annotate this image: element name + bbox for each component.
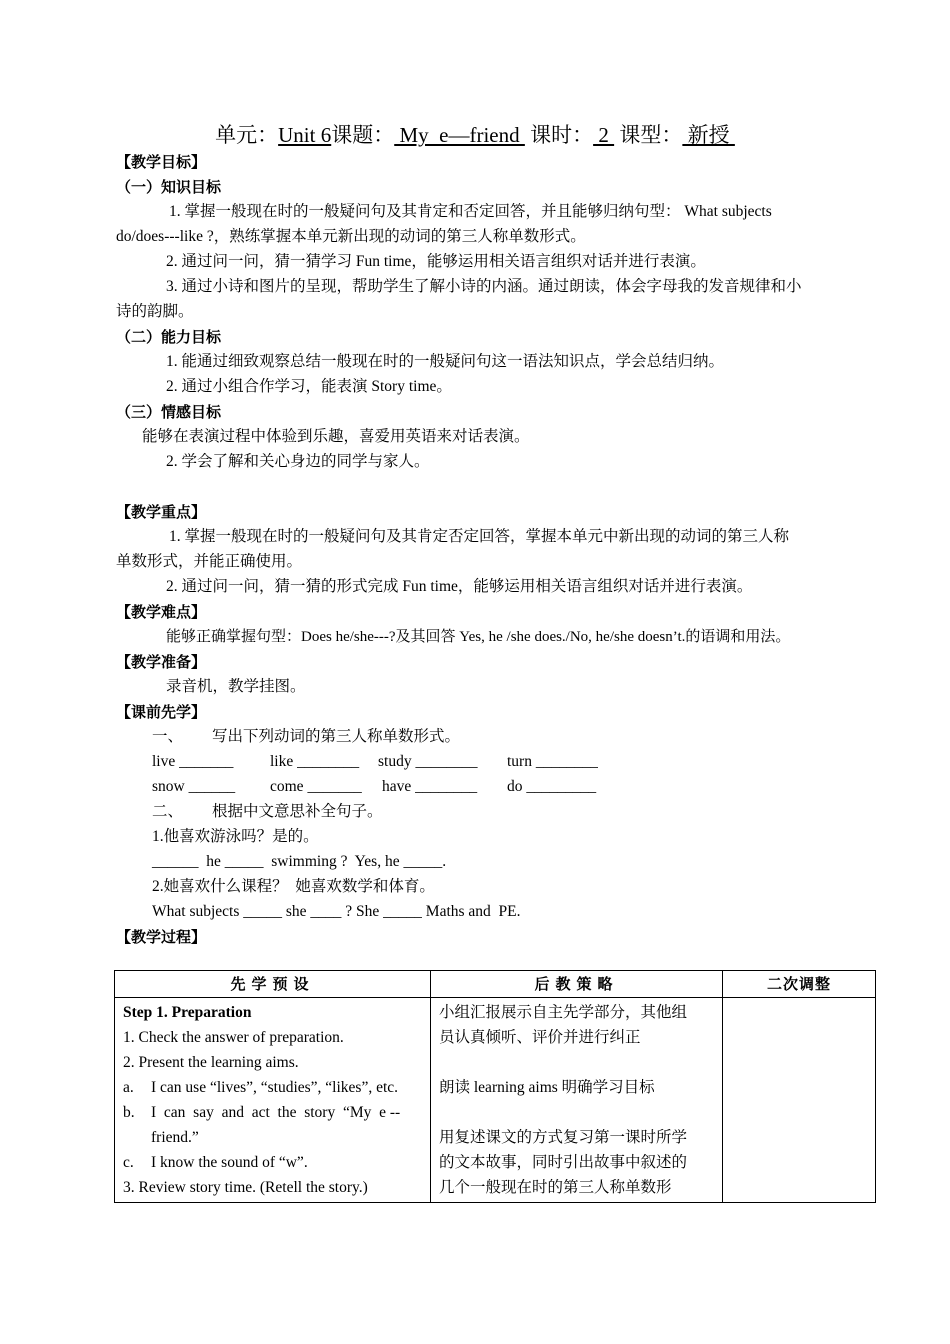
aim-tag: b.: [123, 1104, 135, 1121]
type-value: 新授: [682, 123, 735, 147]
prestudy-q2-text: 根据中文意思补全句子。: [212, 803, 383, 820]
process-heading: 【教学过程】: [116, 928, 207, 946]
sentence-2-chinese: 2.她喜欢什么课程？ 她喜欢数学和体育。: [152, 878, 435, 895]
ability-item-2: 2. 通过小组合作学习，能表演 Story time。: [166, 378, 452, 395]
column-header-prestudy: 先学预设: [115, 971, 431, 998]
key-point-2: 2. 通过问一问，猜一猜的形式完成 Fun time，能够运用相关语言组织对话并进行表演。: [166, 578, 753, 595]
difficulty-item: 能够正确掌握句型：Does he/she---?及其回答 Yes, he /she does./No, he/she doesn’t.的语调和用法。: [166, 629, 791, 645]
ability-heading: （二）能力目标: [116, 328, 222, 346]
verb-blank: come _______: [270, 778, 362, 795]
aim-text: I know the sound of “w”.: [151, 1154, 308, 1171]
topic-label: 课题：: [331, 123, 395, 147]
knowledge-item-3a: 3. 通过小诗和图片的呈现，帮助学生了解小诗的内涵。通过朗读，体会字母我的发音规律和小: [166, 278, 802, 295]
strategy-line: 朗读 learning aims 明确学习目标: [439, 1079, 655, 1096]
strategy-line: 用复述课文的方式复习第一课时所学: [439, 1129, 688, 1146]
table-header-row: [115, 971, 876, 998]
step-line: 3. Review story time. (Retell the story.): [123, 1179, 368, 1196]
strategy-line: 几个一般现在时的第三人称单数形: [439, 1179, 672, 1196]
key-points-heading: 【教学重点】: [116, 503, 207, 521]
verb-blank: do _________: [507, 778, 597, 795]
sentence-1-chinese: 1.他喜欢游泳吗？是的。: [152, 828, 319, 845]
strategy-line: 小组汇报展示自主先学部分，其他组: [439, 1004, 688, 1021]
strategy-spacer: [439, 1100, 714, 1125]
verb-blank: like ________: [270, 753, 360, 770]
ability-item-1: 1. 能通过细致观察总结一般现在时的一般疑问句这一语法知识点，学会总结归纳。: [166, 353, 725, 370]
prestudy-heading: 【课前先学】: [116, 703, 207, 721]
verb-blank: study ________: [378, 753, 478, 770]
period-value: 2: [593, 123, 615, 147]
aim-text: I can use “lives”, “studies”, “likes”, etc.: [151, 1079, 399, 1096]
column-header-adjustment: 二次调整: [723, 971, 876, 998]
step-line: 1. Check the answer of preparation.: [123, 1029, 344, 1046]
difficulties-heading: 【教学难点】: [116, 603, 207, 621]
aim-tag: a.: [123, 1079, 134, 1096]
unit-label: 单元：: [215, 123, 279, 147]
objectives-heading: 【教学目标】: [116, 153, 207, 171]
aim-tag: c.: [123, 1154, 134, 1171]
strategy-spacer: [439, 1050, 714, 1075]
strategy-line: 员认真倾听、评价并进行纠正: [439, 1029, 641, 1046]
period-label: 课时：: [530, 123, 594, 147]
adjustment-cell: [723, 998, 876, 1203]
unit-value: Unit 6: [278, 123, 332, 147]
aim-item-a: [123, 1075, 422, 1100]
knowledge-heading: （一）知识目标: [116, 178, 222, 196]
prestudy-q1-number: 一、: [152, 728, 184, 745]
strategy-line: 的文本故事，同时引出故事中叙述的: [439, 1154, 688, 1171]
type-label: 课型：: [619, 123, 683, 147]
sentence-2-english: What subjects _____ she ____ ? She _____ Maths and PE.: [152, 903, 521, 920]
knowledge-item-3b: 诗的韵脚。: [116, 303, 194, 320]
aim-item-c: [123, 1150, 422, 1175]
aim-item-b-cont: friend.”: [151, 1129, 199, 1146]
prestudy-q1-text: 写出下列动词的第三人称单数形式。: [212, 728, 461, 745]
emotion-item-2: 2. 学会了解和关心身边的同学与家人。: [166, 453, 430, 470]
lesson-header: [0, 120, 950, 150]
aim-text: I can say and act the story “My e --: [151, 1104, 401, 1121]
knowledge-item-2: 2. 通过问一问，猜一猜学习 Fun time，能够运用相关语言组织对话并进行表演。: [166, 253, 706, 270]
aim-item-b: [123, 1100, 422, 1125]
verb-blank: turn ________: [507, 753, 598, 770]
key-point-1a: 1. 掌握一般现在时的一般疑问句及其肯定否定回答，掌握本单元中新出现的动词的第三人称: [169, 528, 790, 545]
prestudy-q2-number: 二、: [152, 803, 184, 820]
verb-blank: snow ______: [152, 778, 236, 795]
knowledge-item-1a: 1. 掌握一般现在时的一般疑问句及其肯定和否定回答，并且能够归纳句型： What subjects: [169, 203, 772, 220]
step-line: 2. Present the learning aims.: [123, 1054, 299, 1071]
table-row: [115, 998, 876, 1203]
preparation-heading: 【教学准备】: [116, 653, 207, 671]
emotion-heading: （三）情感目标: [116, 403, 222, 421]
teaching-process-table: [114, 970, 876, 1203]
emotion-item-1: 能够在表演过程中体验到乐趣，喜爱用英语来对话表演。: [142, 428, 530, 445]
verb-blank: live _______: [152, 753, 234, 770]
key-point-1b: 单数形式，并能正确使用。: [116, 553, 303, 570]
knowledge-item-1b: do/does---like ?，熟练掌握本单元新出现的动词的第三人称单数形式。: [116, 228, 586, 245]
preparation-text: 录音机，教学挂图。: [166, 678, 306, 695]
verb-blank: have ________: [382, 778, 478, 795]
sentence-1-english: ______ he _____ swimming ? Yes, he _____.: [152, 853, 447, 870]
column-header-strategy: 后教策略: [431, 971, 723, 998]
prestudy-cell: [115, 998, 431, 1203]
step-title: Step 1. Preparation: [123, 1004, 252, 1021]
topic-value: My e—friend: [394, 123, 525, 147]
strategy-cell: [431, 998, 723, 1203]
